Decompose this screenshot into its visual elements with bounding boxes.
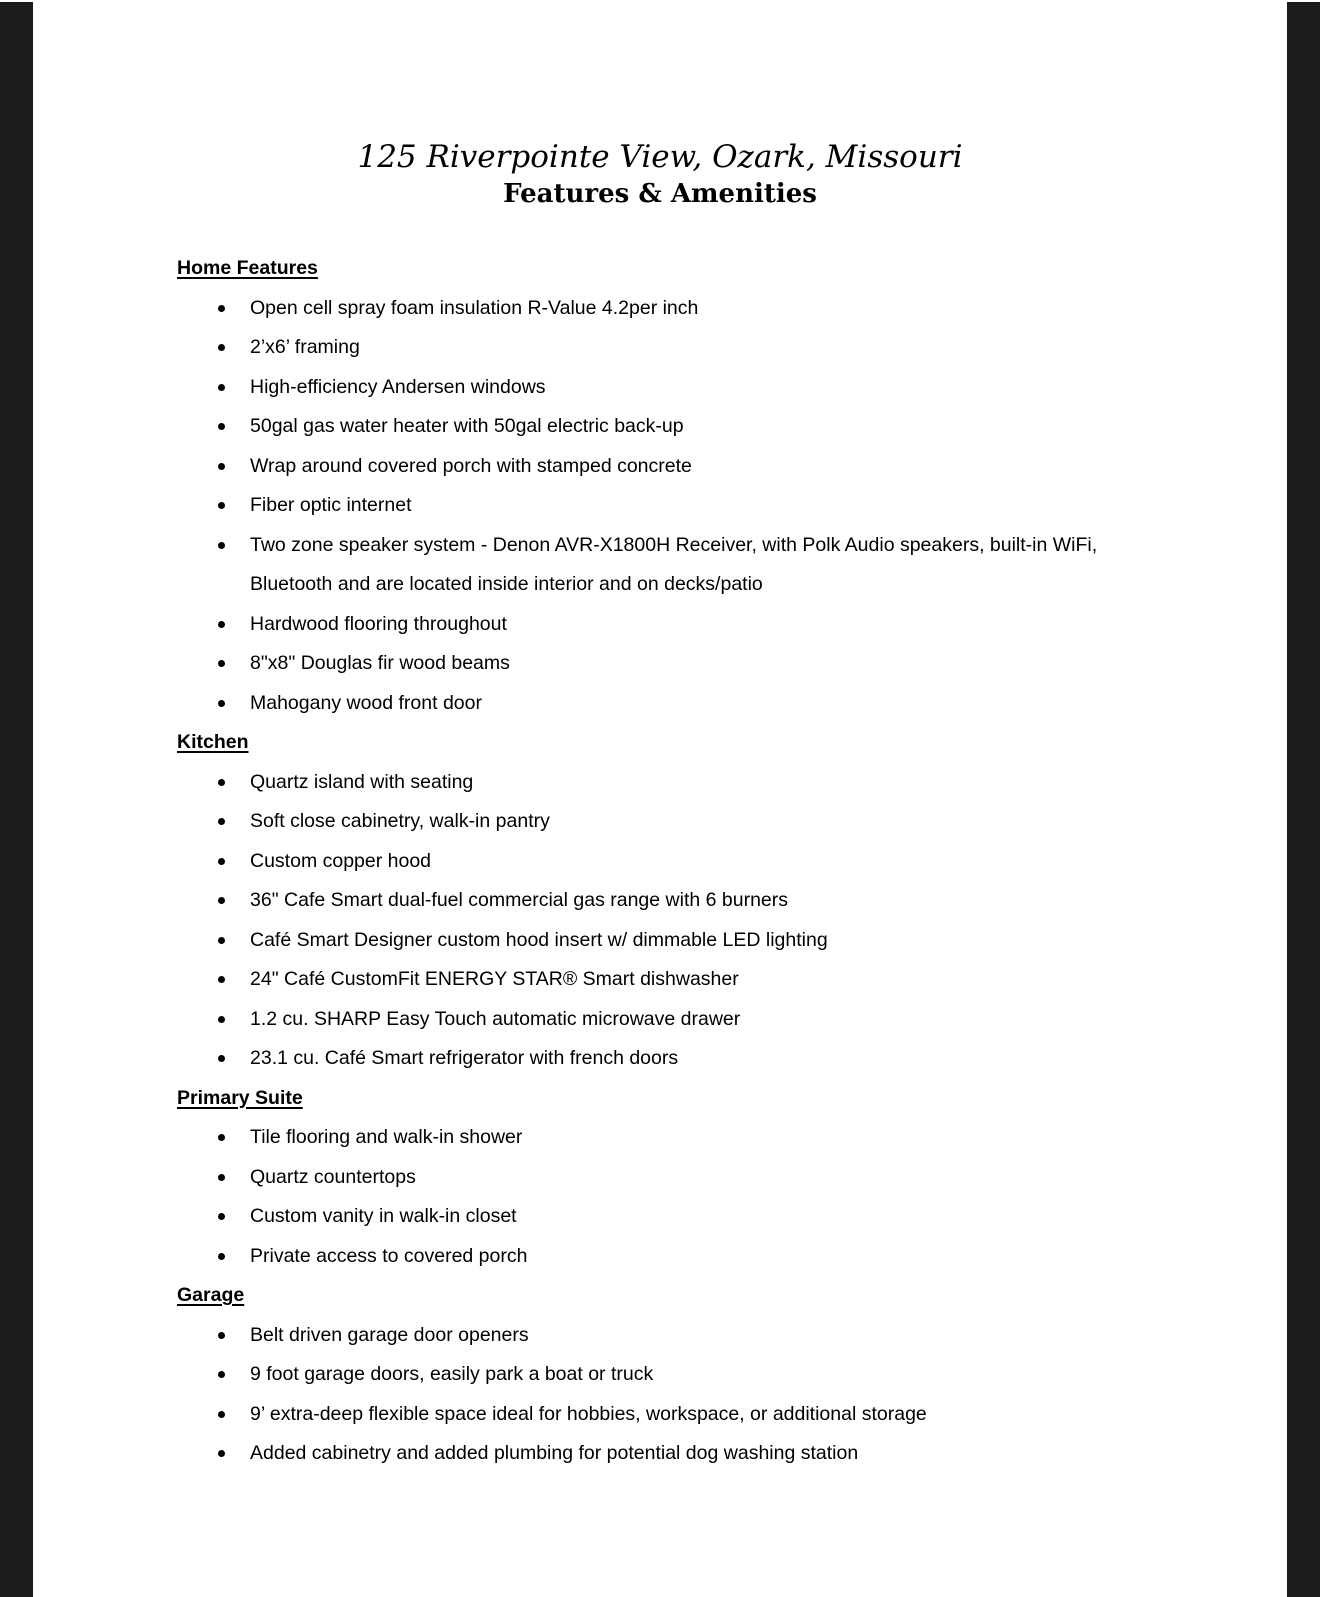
list-item: Added cabinetry and added plumbing for potential dog washing station bbox=[250, 1434, 1150, 1474]
list-item: 9’ extra-deep flexible space ideal for hobbies, workspace, or additional storage bbox=[250, 1395, 1150, 1435]
list-item: Soft close cabinetry, walk-in pantry bbox=[250, 802, 1150, 842]
list-item: Belt driven garage door openers bbox=[250, 1316, 1150, 1356]
bullet-list bbox=[177, 1316, 1150, 1474]
bullet-list bbox=[177, 1118, 1150, 1276]
list-item: Tile flooring and walk-in shower bbox=[250, 1118, 1150, 1158]
list-item: Quartz countertops bbox=[250, 1158, 1150, 1198]
list-item: Fiber optic internet bbox=[250, 486, 1150, 526]
document-title: 125 Riverpointe View, Ozark, Missouri bbox=[357, 139, 963, 175]
bullet-list bbox=[177, 289, 1150, 724]
list-item: High-efficiency Andersen windows bbox=[250, 368, 1150, 408]
bullet-list bbox=[177, 763, 1150, 1079]
list-item: Custom copper hood bbox=[250, 842, 1150, 882]
document-page bbox=[33, 0, 1287, 1597]
section-heading-kitchen: Kitchen bbox=[177, 731, 249, 753]
list-item: 2’x6’ framing bbox=[250, 328, 1150, 368]
list-item: Two zone speaker system - Denon AVR-X1800H Receiver, with Polk Audio speakers, built-in WiFi, Bluetooth and are located inside interior and on decks/patio bbox=[250, 526, 1150, 605]
list-item: Quartz island with seating bbox=[250, 763, 1150, 803]
section-heading-home-features: Home Features bbox=[177, 257, 318, 279]
list-item: 24" Café CustomFit ENERGY STAR® Smart dishwasher bbox=[250, 960, 1150, 1000]
section-heading-primary-suite: Primary Suite bbox=[177, 1086, 303, 1109]
list-item: 1.2 cu. SHARP Easy Touch automatic microwave drawer bbox=[250, 1000, 1150, 1040]
list-item: Café Smart Designer custom hood insert w/ dimmable LED lighting bbox=[250, 921, 1150, 961]
list-item: 9 foot garage doors, easily park a boat or truck bbox=[250, 1355, 1150, 1395]
list-item: Hardwood flooring throughout bbox=[250, 605, 1150, 645]
list-item: 23.1 cu. Café Smart refrigerator with french doors bbox=[250, 1039, 1150, 1079]
viewer-gutter-right bbox=[1287, 2, 1320, 1597]
document-subtitle: Features & Amenities bbox=[503, 179, 817, 209]
list-item: 50gal gas water heater with 50gal electric back-up bbox=[250, 407, 1150, 447]
section-heading-garage: Garage bbox=[177, 1284, 245, 1306]
list-item: 36" Cafe Smart dual-fuel commercial gas range with 6 burners bbox=[250, 881, 1150, 921]
list-item: Open cell spray foam insulation R-Value 4.2per inch bbox=[250, 289, 1150, 329]
document-body bbox=[33, 249, 1287, 1474]
list-item: Private access to covered porch bbox=[250, 1237, 1150, 1277]
viewer-gutter-left bbox=[0, 2, 33, 1597]
list-item: Mahogany wood front door bbox=[250, 684, 1150, 724]
list-item: Wrap around covered porch with stamped concrete bbox=[250, 447, 1150, 487]
list-item: 8"x8" Douglas fir wood beams bbox=[250, 644, 1150, 684]
list-item: Custom vanity in walk-in closet bbox=[250, 1197, 1150, 1237]
